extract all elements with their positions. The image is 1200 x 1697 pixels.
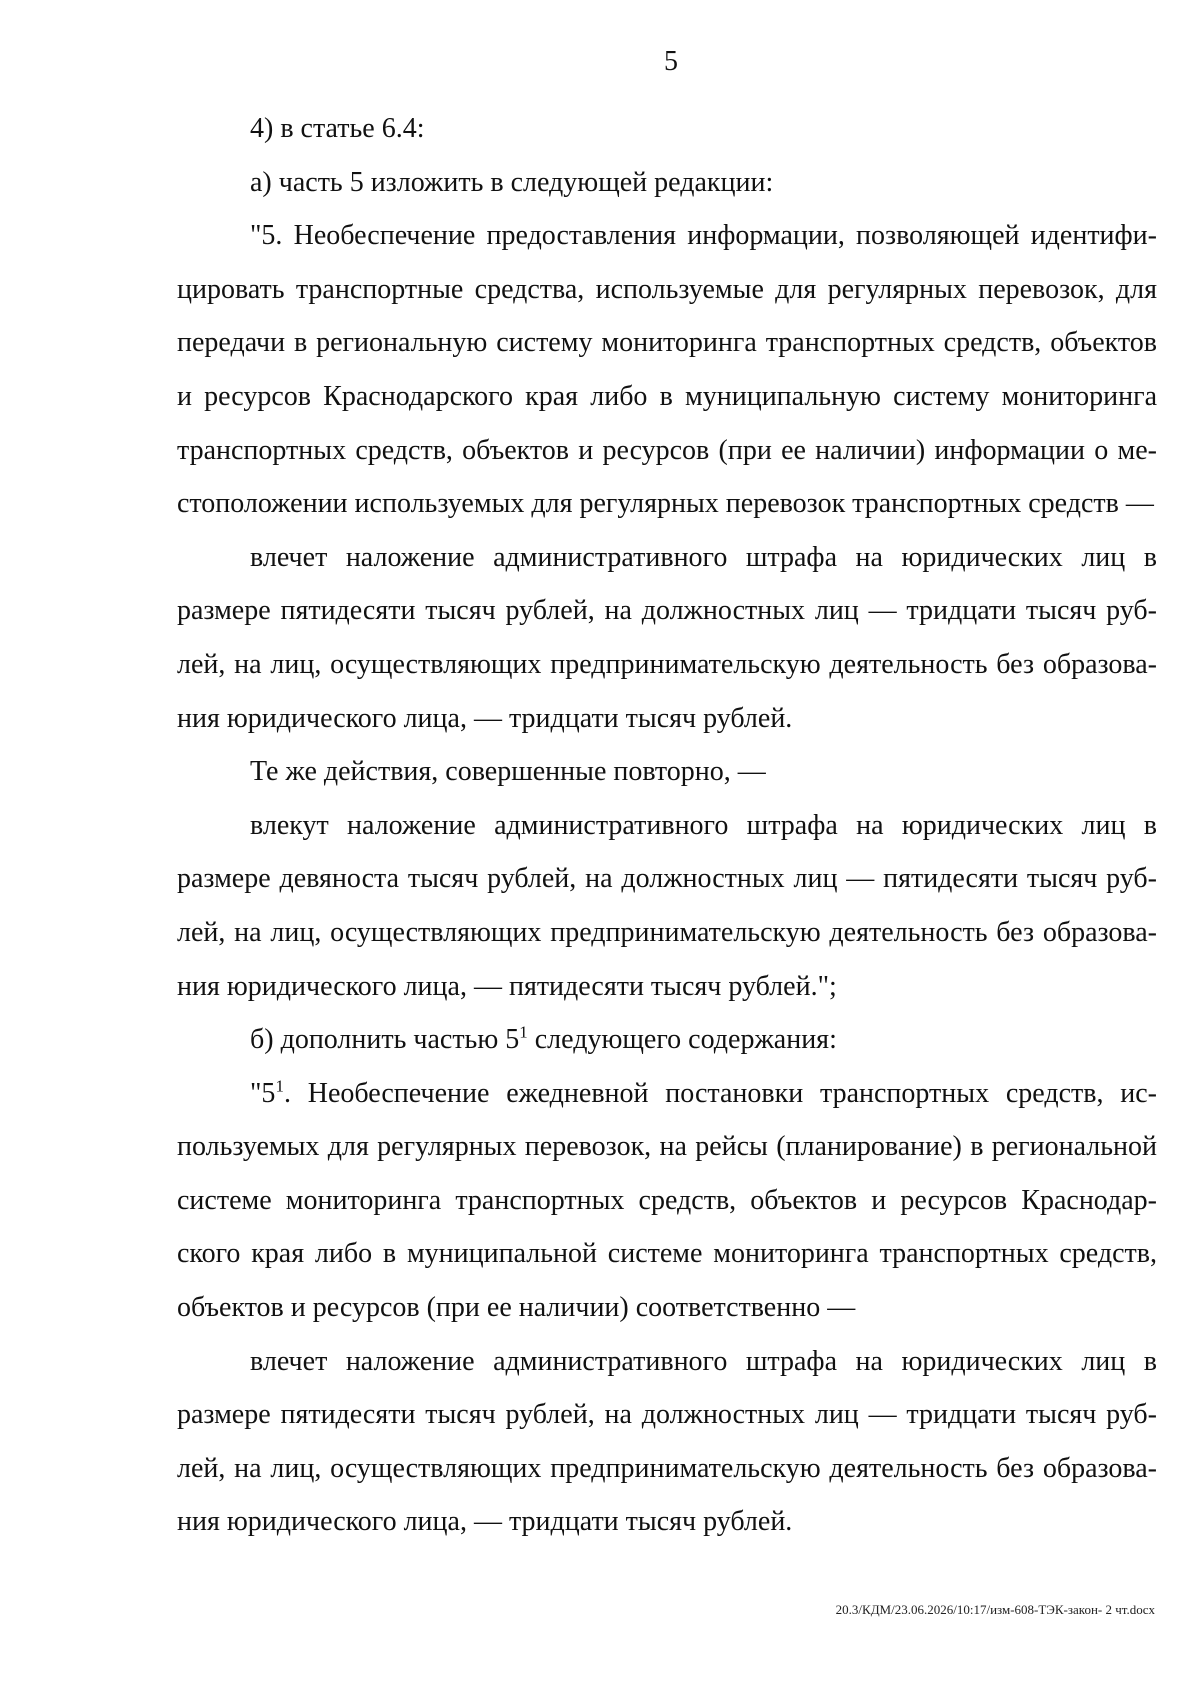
paragraph-part-5-heading: а) часть 5 изложить в следующей редакции: [250, 166, 774, 198]
paragraph-article-6-4: 4) в статье 6.4: [250, 113, 425, 144]
paragraph-part-5-text: "5. Необеспечение предоставления информации, позволяющей идентифицировать транспортные средства, используемые для регулярных перевозок, для передачи в региональную систему мониторинга транспортных средств, объектов и ресурсов Краснодарского края либо в муниципальную систему мониторинга транспортных средств, объектов и ресурсов (при ее наличии) информации о местоположении используемых для регулярных перевозок транспортных средств — [177, 220, 1157, 520]
paragraph-repeated-actions: Те же действия, совершенные повторно, — [250, 756, 766, 788]
page-number: 5 [664, 46, 678, 77]
paragraph-repeated-penalty: влекут наложение административного штрафа на юридических лиц в размере девяноста тысяч рублей, на должностных лиц — пятидесяти тысяч рублей, на лиц, осуществляющих предпринимательскую деятельность без образования юридического лица, — пятидесяти тысяч рублей."; [177, 809, 1157, 1002]
paragraph-part-5-1-heading [177, 1013, 1157, 1067]
document-footer-code: 20.3/КДМ/23.06.2026/10:17/изм-608-ТЭК-закон- 2 чт.docx [835, 1602, 1155, 1617]
paragraph-part-5-1-text-body: . Необеспечение ежедневной постановки транспортных средств, используемых для регулярных перевозок, на рейсы (планирование) в региональной системе мониторинга транспортных средств, объектов и ресурсов Краснодарского края либо в муниципальной системе мониторинга транспортных средств, объектов и ресурсов (при ее наличии) соответственно — [177, 1077, 1157, 1324]
superscript-1: 1 [275, 1076, 284, 1096]
paragraph-part-5-1-penalty: влечет наложение административного штрафа на юридических лиц в размере пятидесяти тысяч рублей, на должностных лиц — тридцати тысяч рублей, на лиц, осуществляющих предпринимательскую деятельность без образования юридического лица, — тридцати тысяч рублей. [177, 1345, 1157, 1538]
paragraph-part-5-1-text [177, 1067, 1157, 1335]
document-body [177, 102, 1157, 1549]
paragraph-part-5-1-heading-start: б) дополнить частью 5 [250, 1024, 520, 1056]
paragraph-part-5-1-heading-end: следующего содержания: [527, 1024, 837, 1056]
superscript-1: 1 [519, 1022, 528, 1042]
paragraph-part-5-1-text-start: "5 [250, 1077, 276, 1109]
paragraph-part-5-penalty: влечет наложение административного штрафа на юридических лиц в размере пятидесяти тысяч рублей, на должностных лиц — тридцати тысяч рублей, на лиц, осуществляющих предпринимательскую деятельность без образования юридического лица, — тридцати тысяч рублей. [177, 541, 1157, 734]
